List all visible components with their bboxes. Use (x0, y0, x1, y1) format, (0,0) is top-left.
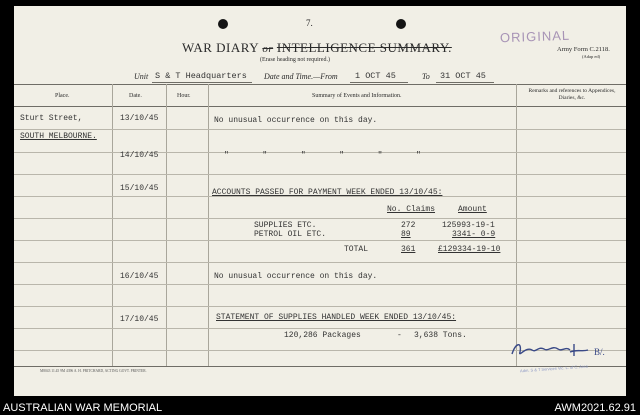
entry-date: 16/10/45 (120, 272, 159, 281)
entry-date: 13/10/45 (120, 114, 159, 123)
accounts-row-claims: 272 (401, 221, 416, 230)
original-stamp: ORIGINAL (499, 27, 571, 46)
accounts-row-amount: 3341- 0-9 (452, 230, 496, 239)
page-number: 7. (306, 18, 313, 28)
army-form-note: (Adap ed) (582, 54, 601, 59)
entry-date: 15/10/45 (120, 184, 159, 193)
entry-summary: " " " " " " (224, 151, 421, 160)
army-form-label: Army Form C.2118. (557, 46, 610, 53)
printer-line: M8043 11.45 9M 4396 A. H. PRITCHARD, ACTING GOVT. PRINTER. (40, 369, 147, 373)
unit-value: S & T Headquarters (155, 71, 247, 81)
supplies-dash: - (397, 331, 402, 340)
footer-bar (0, 400, 640, 415)
signature-stamp: Adm. S & T Services Vic. L. of C. Area (519, 363, 588, 374)
accounts-row-label: PETROL OIL ETC. (254, 230, 327, 239)
punch-hole (218, 19, 228, 29)
footer-left: AUSTRALIAN WAR MEMORIAL (3, 402, 163, 414)
header-rule (14, 106, 626, 107)
entry-summary: No unusual occurrence on this day. (214, 116, 378, 125)
form-title (182, 40, 452, 56)
signature-icon (508, 340, 592, 360)
date-to: 31 OCT 45 (440, 71, 486, 81)
title-prefix: WAR DIARY (182, 40, 259, 55)
entry-summary: ACCOUNTS PASSED FOR PAYMENT WEEK ENDED 13/10/45: (212, 188, 443, 197)
place-line: SOUTH MELBOURNE. (20, 132, 97, 141)
table-top-rule (14, 84, 626, 85)
entry-date: 17/10/45 (120, 315, 159, 324)
diary-page (14, 6, 626, 396)
title-struck: INTELLIGENCE SUMMARY. (276, 40, 452, 55)
date-from: 1 OCT 45 (355, 71, 396, 81)
accounts-row-label: SUPPLIES ETC. (254, 221, 317, 230)
col-header-date: Date. (129, 93, 142, 99)
erase-note: (Erase heading not required.) (260, 57, 330, 63)
accounts-row-claims: 89 (401, 230, 411, 239)
entry-summary: STATEMENT OF SUPPLIES HANDLED WEEK ENDED 13/10/45: (216, 313, 457, 322)
accounts-amount-header: Amount (458, 205, 487, 214)
signature-suffix: B/. (594, 347, 605, 357)
accounts-row-amount: 125993-19-1 (442, 221, 495, 230)
accounts-claims-header: No. Claims (387, 205, 436, 214)
date-time-label: Date and Time.—From (264, 72, 338, 81)
accounts-total-label: TOTAL (344, 245, 369, 254)
title-or: or (262, 43, 274, 55)
place-line: Sturt Street, (20, 114, 83, 123)
date-to-label: To (422, 72, 430, 81)
col-header-remarks: Remarks and references to Appendices, Diaries, &c. (528, 88, 616, 101)
accounts-total-amount: £129334-19-10 (438, 245, 501, 254)
supplies-tons: 3,638 Tons. (414, 331, 467, 340)
entry-date: 14/10/45 (120, 151, 159, 160)
col-header-place: Place. (55, 93, 70, 99)
punch-hole (396, 19, 406, 29)
unit-label: Unit (134, 72, 149, 81)
col-header-hour: Hour. (177, 93, 191, 99)
footer-right: AWM2021.62.91 (554, 402, 636, 414)
accounts-total-claims: 361 (401, 245, 416, 254)
col-header-summary: Summary of Events and Information. (312, 93, 402, 99)
supplies-packages: 120,286 Packages (284, 331, 361, 340)
entry-summary: No unusual occurrence on this day. (214, 272, 378, 281)
